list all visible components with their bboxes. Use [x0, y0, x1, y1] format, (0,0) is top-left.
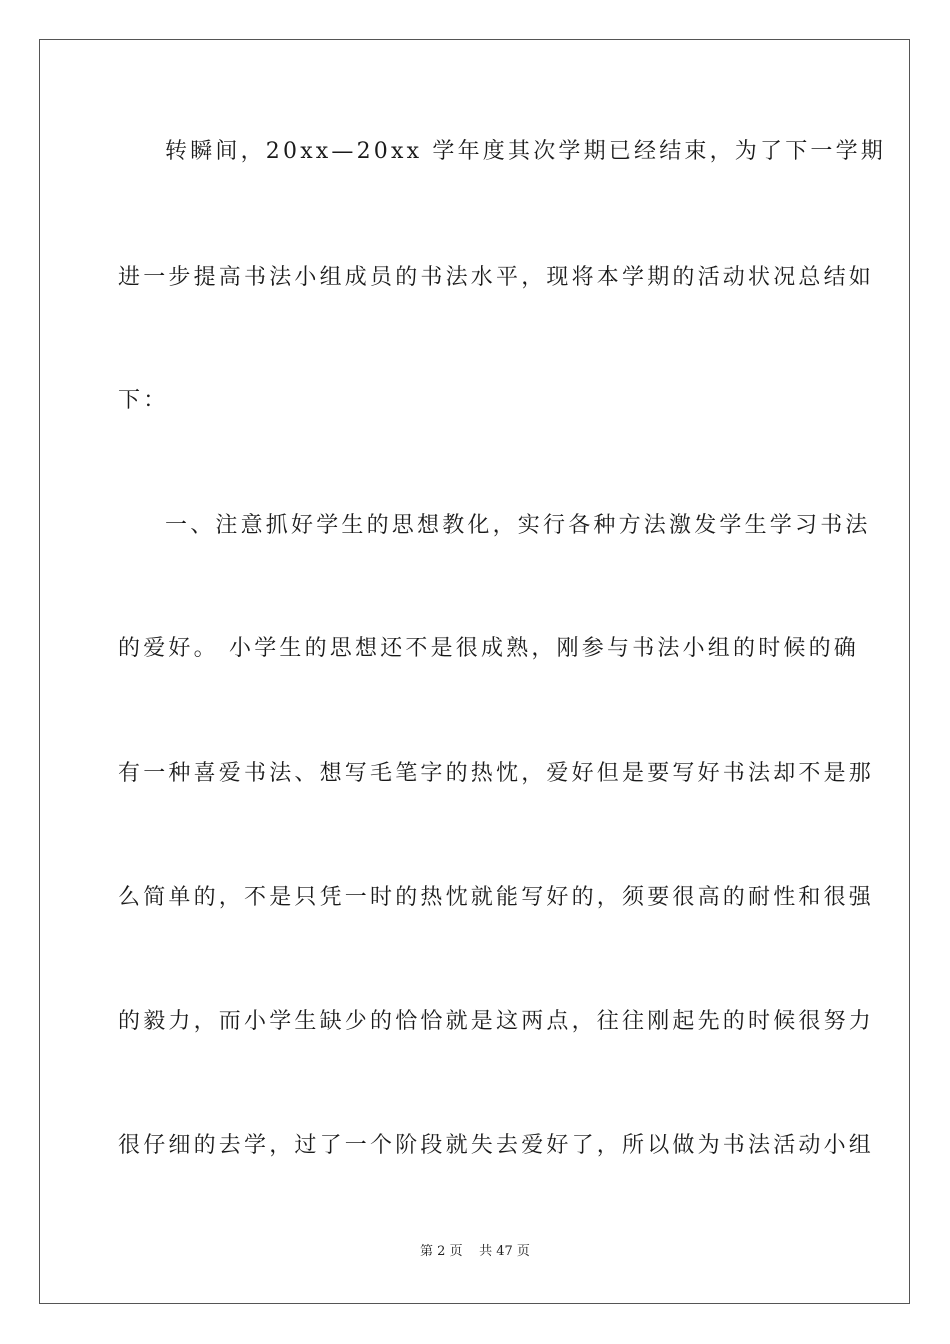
paragraph-line: 么简单的，不是只凭一时的热忱就能写好的，须要很高的耐性和很强	[118, 885, 875, 910]
page-total: 共 47 页	[479, 1244, 530, 1259]
paragraph-line: 的毅力，而小学生缺少的恰恰就是这两点，往往刚起先的时候很努力	[118, 1009, 875, 1034]
paragraph-line: 下：	[118, 388, 169, 413]
paragraph-line: 进一步提高书法小组成员的书法水平，现将本学期的活动状况总结如	[118, 265, 875, 290]
paragraph-line: 的爱好。 小学生的思想还不是很成熟，刚参与书法小组的时候的确	[118, 636, 859, 661]
paragraph-line: 有一种喜爱书法、想写毛笔字的热忱，爱好但是要写好书法却不是那	[118, 761, 875, 786]
page-border	[39, 39, 910, 1304]
paragraph-line: 转瞬间，20xx—20xx 学年度其次学期已经结束，为了下一学期	[165, 139, 887, 164]
page-number: 第 2 页	[420, 1244, 463, 1259]
paragraph-line: 一、注意抓好学生的思想教化，实行各种方法激发学生学习书法	[165, 513, 871, 538]
page-footer	[0, 1243, 950, 1261]
paragraph-line: 很仔细的去学，过了一个阶段就失去爱好了，所以做为书法活动小组	[118, 1133, 875, 1158]
